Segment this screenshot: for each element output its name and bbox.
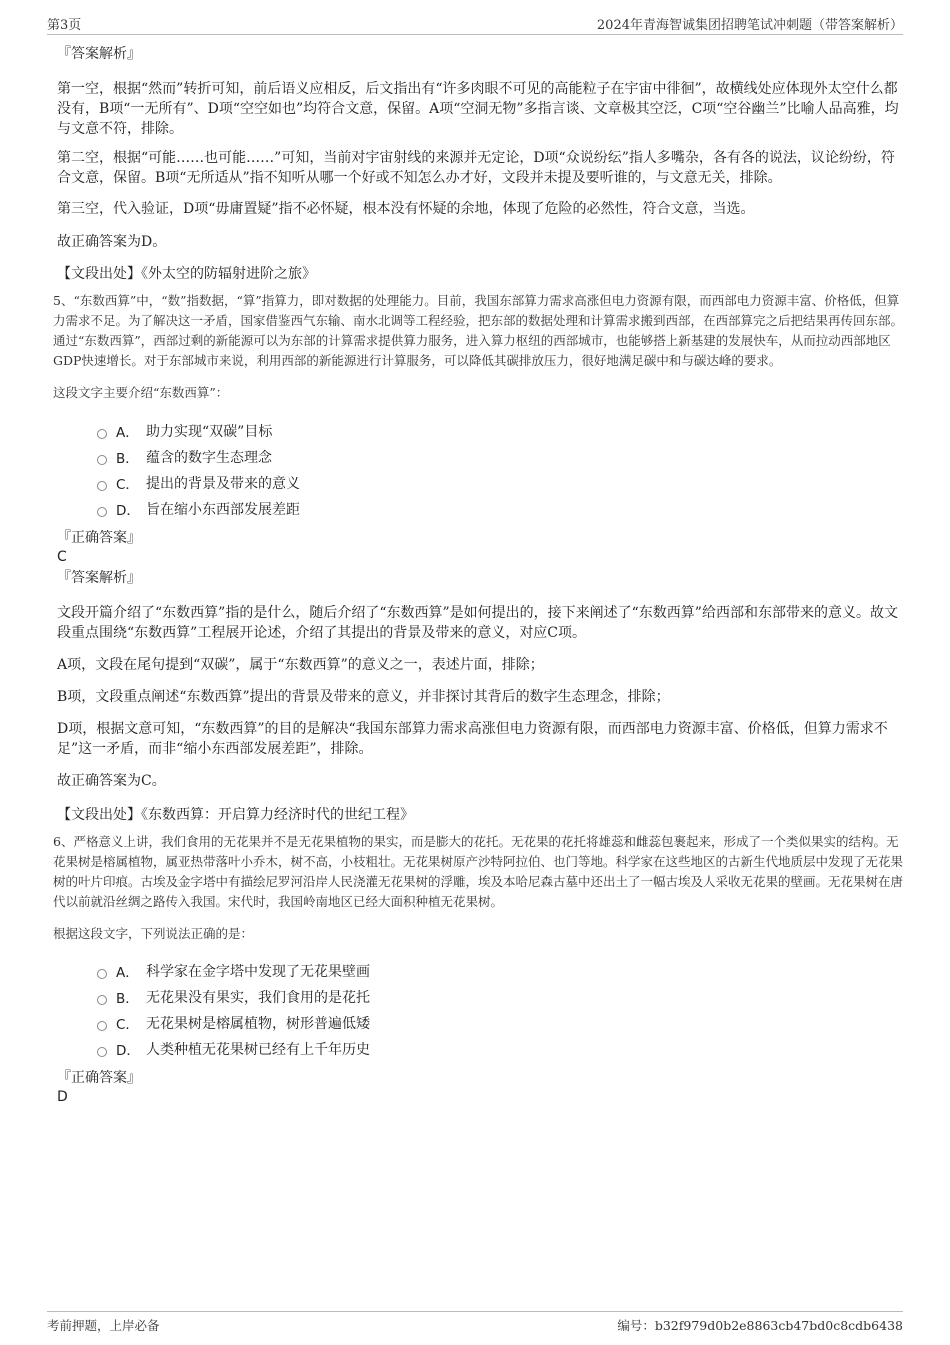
- correct-answer: C: [57, 549, 67, 565]
- radio-icon[interactable]: [97, 455, 107, 465]
- analysis-label: 『答案解析』: [57, 570, 141, 586]
- analysis-paragraph: 第二空，根据“可能……也可能……”可知，当前对宇宙射线的来源并无定论，D项“众说纷纭”指人多嘴杂，各有各的说法，议论纷纷，符合文意，保留。B项“无所适从”指不知听从哪一个好或不知怎么办才好，文段并未提及要听谁的，与文意无关，排除。: [57, 150, 895, 186]
- analysis-paragraph: B项，文段重点阐述“东数西算”提出的背景及带来的意义，并非探讨其背后的数字生态理念，排除；: [57, 689, 670, 705]
- source-label: 【文段出处】: [57, 807, 141, 823]
- option-d[interactable]: D． 人类种植无花果树已经有上千年历史: [97, 1036, 903, 1062]
- option-c[interactable]: C． 提出的背景及带来的意义: [97, 470, 903, 496]
- option-b[interactable]: B． 蕴含的数字生态理念: [97, 444, 903, 470]
- source-line: [57, 805, 903, 825]
- source-title: 《外太空的防辐射进阶之旅》: [141, 266, 316, 282]
- page-footer: [47, 1311, 903, 1334]
- radio-icon[interactable]: [97, 995, 107, 1005]
- option-a[interactable]: A． 科学家在金字塔中发现了无花果壁画: [97, 958, 903, 984]
- footer-slogan: 考前押题，上岸必备: [47, 1318, 160, 1333]
- radio-icon[interactable]: [97, 481, 107, 491]
- analysis-label: 『答案解析』: [57, 46, 141, 62]
- correct-answer-label: 『正确答案』: [57, 1070, 141, 1086]
- analysis-paragraph: 第一空，根据“然而”转折可知，前后语义应相反，后文指出有“许多肉眼不可见的高能粒子在宇宙中徘徊”，故横线处应体现外太空什么都没有，B项“一无所有”、D项“空空如也”均符合文意，保留。A项“空洞无物”多指言谈、文章极其空泛，C项“空谷幽兰”比喻人品高雅，均与文意不符，排除。: [57, 81, 899, 137]
- document-code: 编号：b32f979d0b2e8863cb47bd0c8cdb6438: [617, 1318, 903, 1333]
- radio-icon[interactable]: [97, 1047, 107, 1057]
- source-line: [57, 264, 903, 284]
- radio-icon[interactable]: [97, 507, 107, 517]
- correct-answer-label: 『正确答案』: [57, 530, 141, 546]
- source-label: 【文段出处】: [57, 266, 141, 282]
- radio-icon[interactable]: [97, 969, 107, 979]
- option-b[interactable]: B． 无花果没有果实，我们食用的是花托: [97, 984, 903, 1010]
- analysis-conclusion: 故正确答案为D。: [57, 234, 167, 250]
- page-content: [53, 44, 904, 1106]
- correct-answer: D: [57, 1089, 68, 1105]
- option-c[interactable]: C． 无花果树是榕属植物，树形普遍低矮: [97, 1010, 903, 1036]
- option-d[interactable]: D． 旨在缩小东西部发展差距: [97, 496, 903, 522]
- radio-icon[interactable]: [97, 1021, 107, 1031]
- document-title: 2024年青海智诚集团招聘笔试冲刺题（带答案解析）: [596, 18, 903, 33]
- option-list: [57, 418, 903, 522]
- question-stem: 6、严格意义上讲，我们食用的无花果并不是无花果植物的果实，而是膨大的花托。无花果的花托将雄蕊和雌蕊包裹起来，形成了一个类似果实的结构。无花果树是榕属植物，属亚热带落叶小乔木，树不高，小枝粗壮。无花果树原产沙特阿拉伯、也门等地。科学家在这些地区的古新生代地质层中发现了无花果树的叶片印痕。古埃及金字塔中有描绘尼罗河沿岸人民浇灌无花果树的浮雕，埃及本哈尼森古墓中还出土了一幅古埃及人采收无花果的壁画。无花果树在唐代以前就沿丝绸之路传入我国。宋代时，我国岭南地区已经大面积种植无花果树。: [53, 834, 904, 909]
- analysis-paragraph: D项，根据文意可知，“东数西算”的目的是解决“我国东部算力需求高涨但电力资源有限，而西部电力资源丰富、价格低，但算力需求不足”这一矛盾，而非“缩小东西部发展差距”，排除。: [57, 721, 888, 757]
- question-prompt: 这段文字主要介绍“东数西算”：: [53, 385, 229, 400]
- source-title: 《东数西算：开启算力经济时代的世纪工程》: [141, 807, 414, 823]
- analysis-paragraph: 第三空，代入验证，D项“毋庸置疑”指不必怀疑，根本没有怀疑的余地，体现了危险的必然性，符合文意，当选。: [57, 201, 755, 217]
- radio-icon[interactable]: [97, 429, 107, 439]
- analysis-paragraph: A项，文段在尾句提到“双碳”，属于“东数西算”的意义之一，表述片面，排除；: [57, 657, 544, 673]
- page-header: [47, 14, 903, 35]
- option-list: [57, 958, 903, 1062]
- analysis-paragraph: 文段开篇介绍了“东数西算”指的是什么，随后介绍了“东数西算”是如何提出的，接下来阐述了“东数西算”给西部和东部带来的意义。故文段重点围绕“东数西算”工程展开论述，介绍了其提出的背景及带来的意义，对应C项。: [57, 605, 898, 641]
- option-a[interactable]: A． 助力实现“双碳”目标: [97, 418, 903, 444]
- page-number: 第3页: [47, 18, 82, 33]
- question-prompt: 根据这段文字，下列说法正确的是：: [53, 926, 254, 941]
- question-stem: 5、“东数西算”中，“数”指数据，“算”指算力，即对数据的处理能力。目前，我国东部算力需求高涨但电力资源有限，而西部电力资源丰富、价格低，但算力需求不足。为了解决这一矛盾，国家借鉴西气东输、南水北调等工程经验，把东部的数据处理和计算需求搬到西部，在西部算完之后把结果再传回东部。通过“东数西算”，西部过剩的新能源可以为东部的计算需求提供算力服务，进入算力枢纽的西部城市，也能够搭上新基建的发展快车，从而拉动西部地区GDP快速增长。对于东部城市来说，利用西部的新能源进行计算服务，可以降低其碳排放压力，很好地满足碳中和与碳达峰的要求。: [53, 293, 904, 368]
- analysis-conclusion: 故正确答案为C。: [57, 773, 166, 789]
